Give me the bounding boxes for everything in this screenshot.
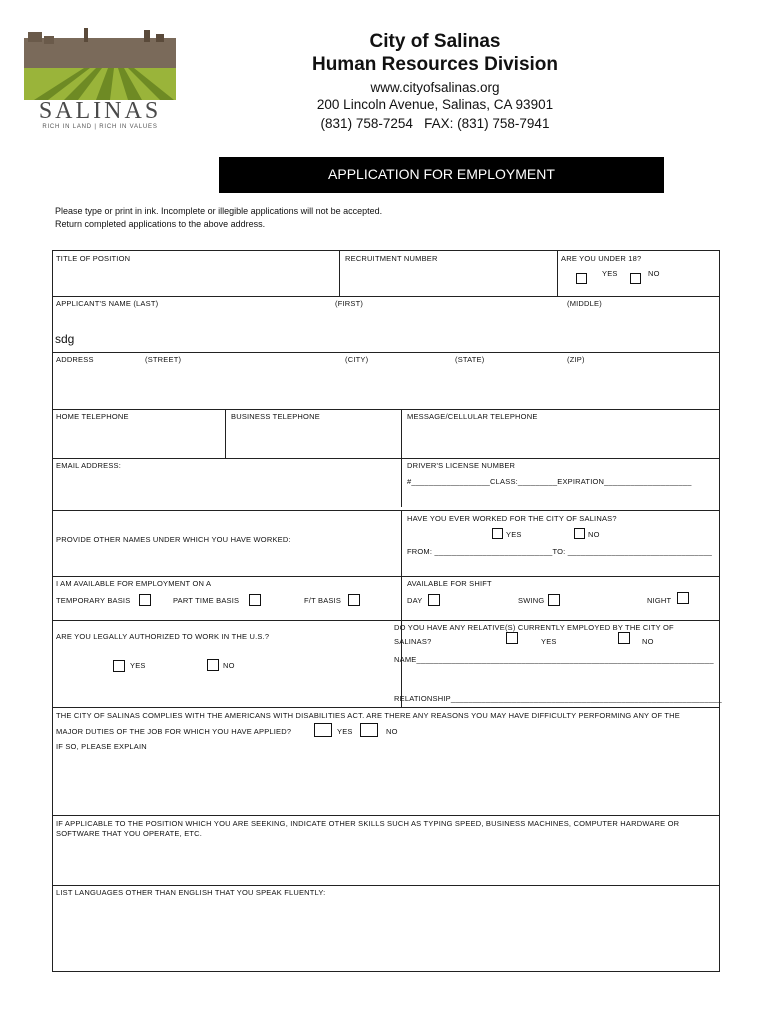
other-names-label: PROVIDE OTHER NAMES UNDER WHICH YOU HAVE WORKED: [56, 535, 291, 544]
home-phone-input[interactable] [53, 422, 224, 457]
under-18-label: ARE YOU UNDER 18? [561, 254, 642, 263]
temporary-label: TEMPORARY BASIS [56, 596, 131, 605]
under-18-yes-checkbox[interactable] [576, 273, 587, 284]
relatives-yes-label: YES [541, 637, 557, 646]
instructions-line-2: Return completed applications to the above address. [55, 219, 266, 229]
city-label: (CITY) [345, 355, 369, 364]
relatives-no-checkbox[interactable] [618, 632, 630, 644]
name-middle-label: (MIDDLE) [567, 299, 602, 308]
title-of-position-label: TITLE OF POSITION [56, 254, 131, 263]
swing-shift-label: SWING [518, 596, 545, 605]
full-time-label: F/T BASIS [304, 596, 342, 605]
relatives-yes-checkbox[interactable] [506, 632, 518, 644]
skills-label-2: SOFTWARE THAT YOU OPERATE, ETC. [56, 829, 203, 838]
website: www.cityofsalinas.org [370, 80, 500, 95]
ada-statement-line-2: MAJOR DUTIES OF THE JOB FOR WHICH YOU HAVE APPLIED? [56, 727, 292, 736]
skills-input[interactable] [53, 840, 719, 884]
temporary-checkbox[interactable] [139, 594, 151, 606]
title-of-position-input[interactable] [53, 264, 338, 295]
available-shift-label: AVAILABLE FOR SHIFT [407, 579, 492, 588]
part-time-checkbox[interactable] [249, 594, 261, 606]
authorized-yes-label: YES [130, 661, 146, 670]
authorized-yes-checkbox[interactable] [113, 660, 125, 672]
languages-input[interactable] [53, 899, 719, 971]
street-label: (STREET) [145, 355, 182, 364]
cell-phone-input[interactable] [402, 422, 719, 457]
form-title: APPLICATION FOR EMPLOYMENT [328, 166, 555, 182]
applicant-name-input[interactable]: sdg [55, 332, 75, 346]
ada-statement-line-1: THE CITY OF SALINAS COMPLIES WITH THE AMERICANS WITH DISABILITIES ACT. ARE THERE ANY REASONS YOU MAY HAVE DIFFICULTY PERFORMING ANY OF THE [56, 711, 680, 720]
worked-for-city-label: HAVE YOU EVER WORKED FOR THE CITY OF SALINAS? [407, 514, 617, 523]
division-name: Human Resources Division [311, 54, 559, 75]
day-shift-checkbox[interactable] [428, 594, 440, 606]
email-input[interactable] [53, 472, 400, 508]
name-last-label: APPLICANT'S NAME (LAST) [56, 299, 159, 308]
relationship-line[interactable]: RELATIONSHIP______________________________________________________________ [394, 694, 722, 703]
languages-label: LIST LANGUAGES OTHER THAN ENGLISH THAT YOU SPEAK FLUENTLY: [56, 888, 326, 897]
swing-shift-checkbox[interactable] [548, 594, 560, 606]
authorized-label: ARE YOU LEGALLY AUTHORIZED TO WORK IN THE U.S.? [56, 632, 270, 641]
available-for-label: I AM AVAILABLE FOR EMPLOYMENT ON A [56, 579, 212, 588]
logo-wordmark: SALINAS [38, 98, 162, 124]
ada-no-label: NO [386, 727, 398, 736]
drivers-license-line[interactable]: #__________________CLASS:_________EXPIRATION____________________ [407, 477, 692, 486]
phone-fax: (831) 758-7254 FAX: (831) 758-7941 [320, 116, 550, 131]
recruitment-number-label: RECRUITMENT NUMBER [345, 254, 438, 263]
business-phone-label: BUSINESS TELEPHONE [231, 412, 320, 421]
ada-yes-label: YES [337, 727, 353, 736]
day-shift-label: DAY [407, 596, 423, 605]
worked-no-checkbox[interactable] [574, 528, 585, 539]
relatives-label-2: SALINAS? [394, 637, 432, 646]
full-time-checkbox[interactable] [348, 594, 360, 606]
explain-label: IF SO, PLEASE EXPLAIN [56, 742, 147, 751]
night-shift-checkbox[interactable] [677, 592, 689, 604]
logo-tagline: RICH IN LAND | RICH IN VALUES [42, 124, 158, 130]
worked-from-to-line[interactable]: FROM: ___________________________TO: _________________________________ [407, 547, 712, 556]
worked-yes-label: YES [506, 530, 522, 539]
address-label: ADDRESS [56, 355, 94, 364]
authorized-no-label: NO [223, 661, 235, 670]
instructions-line-1: Please type or print in ink. Incomplete or illegible applications will not be accepted. [55, 206, 383, 216]
relatives-label-1: DO YOU HAVE ANY RELATIVE(S) CURRENTLY EMPLOYED BY THE CITY OF [394, 623, 674, 632]
address-input[interactable] [53, 366, 719, 408]
under-18-no-checkbox[interactable] [630, 273, 641, 284]
home-phone-label: HOME TELEPHONE [56, 412, 129, 421]
ada-no-checkbox[interactable] [360, 723, 378, 737]
authorized-no-checkbox[interactable] [207, 659, 219, 671]
skills-label-1: IF APPLICABLE TO THE POSITION WHICH YOU ARE SEEKING, INDICATE OTHER SKILLS SUCH AS TYPING SPEED, BUSINESS MACHINES, COMPUTER HARDWARE OR [56, 819, 680, 828]
org-name: City of Salinas [369, 31, 501, 52]
zip-label: (ZIP) [567, 355, 585, 364]
recruitment-number-input[interactable] [340, 264, 556, 295]
relative-name-line[interactable]: NAME____________________________________________________________________ [394, 655, 714, 664]
night-shift-label: NIGHT [647, 596, 672, 605]
email-label: EMAIL ADDRESS: [56, 461, 122, 470]
explain-input[interactable] [53, 754, 719, 814]
worked-no-label: NO [588, 530, 600, 539]
worked-yes-checkbox[interactable] [492, 528, 503, 539]
relatives-no-label: NO [642, 637, 654, 646]
under-18-yes-label: YES [602, 269, 618, 278]
part-time-label: PART TIME BASIS [173, 596, 240, 605]
ada-yes-checkbox[interactable] [314, 723, 332, 737]
drivers-license-label: DRIVER'S LICENSE NUMBER [407, 461, 516, 470]
name-first-label: (FIRST) [335, 299, 364, 308]
under-18-no-label: NO [648, 269, 660, 278]
business-phone-input[interactable] [226, 422, 400, 457]
state-label: (STATE) [455, 355, 485, 364]
cell-phone-label: MESSAGE/CELLULAR TELEPHONE [407, 412, 538, 421]
address-line: 200 Lincoln Avenue, Salinas, CA 93901 [316, 97, 554, 112]
